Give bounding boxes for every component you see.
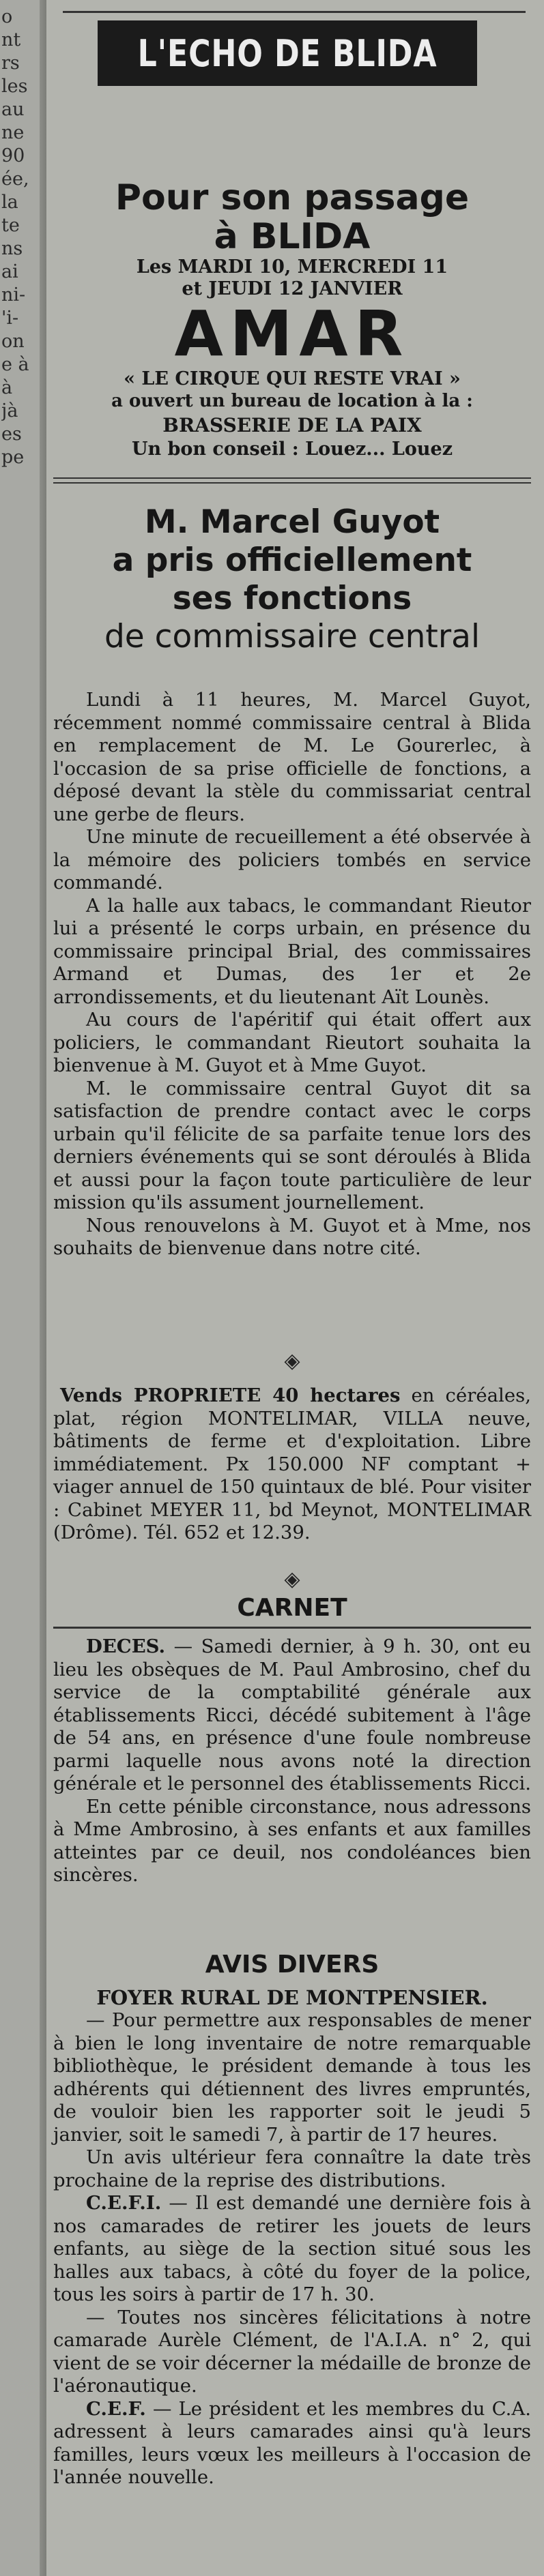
adjacent-column-text: ai [1,261,18,282]
adjacent-column-text: nt [1,29,21,50]
cefi-paragraph: — Toutes nos sincères félicitations à notre camarade Aurèle Clément, de l'A.I.A. n° 2, qui vient de se voir décerner la médaille de bronze de l'aéronautique. [53,2306,531,2397]
adjacent-column-text: rs [1,53,20,74]
cefi-text: — Il est demandé une dernière fois à nos camarades de retirer les jouets de leurs enfants, au siège de la section situé sous les halles aux tabacs, à côté du foyer de la police, tous les soirs à partir de 17 h. 30. [53,2192,531,2305]
foyer-heading: FOYER RURAL DE MONTPENSIER. [96,1986,488,2009]
article-paragraph: Lundi à 11 heures, M. Marcel Guyot, récemment nommé commissaire central à Blida en remplacement de M. Le Gourerlec, à l'occasion de sa prise officielle de fonctions, a déposé devant la stèle du commissariat central une gerbe de fleurs. [53,689,531,825]
adjacent-column-text: e à [1,354,29,375]
separator-diamond-icon: ◈ [284,1349,300,1373]
deces-text: — Samedi dernier, à 9 h. 30, ont eu lieu les obsèques de M. Paul Ambrosino, chef du service de la comptabilité générale aux établissements Ricci, décédé subitement à l'âge de 54 ans, en présence d'une foule nombreuse parmi laquelle nous avons noté la direction générale et le personnel des établissements Ricci. [53,1635,531,1794]
headline-line-2: a pris officiellement [112,542,472,579]
carnet-heading: CARNET [237,1594,347,1622]
classified-lead: Vends PROPRIETE 40 hectares [60,1385,401,1406]
avis-divers-body [53,1986,531,2489]
adjacent-column-text: o [1,6,13,27]
cef-text: — Le président et les membres du C.A. adressent à leurs camarades ainsi qu'à leurs familles, leurs vœux les meilleurs à l'occasion de l'année nouvelle. [53,2397,531,2488]
ad-office: a ouvert un bureau de location à la : [111,391,473,411]
adjacent-column-fragment [0,0,40,2576]
cef-label: C.E.F. [86,2397,146,2420]
carnet-paragraph: En cette pénible circonstance, nous adressons à Mme Ambrosino, à ses enfants et aux familles atteintes par ce deuil, nos condoléances bien sincères. [53,1795,531,1886]
adjacent-column-text: ns [1,238,23,259]
classified-ad [53,1385,531,1545]
adjacent-column-text: la [1,192,18,213]
article-paragraph: A la halle aux tabacs, le commandant Rieutor lui a présenté le corps urbain, en présence du commissaire principal Brial, des commissaires Armand et Dumas, des 1er et 2e arrondissements, et du lieutenant Aït Lounès. [53,894,531,1008]
top-rule [63,11,526,13]
section-rule [53,477,531,484]
adjacent-column-text: te [1,215,20,236]
adjacent-column-text: on [1,331,25,352]
ad-dates-1: Les MARDI 10, MERCREDI 11 [136,256,448,278]
headline-line-3: ses fonctions [172,580,412,617]
adjacent-column-text: au [1,99,25,120]
page-fold-shadow [40,0,46,2576]
deces-label: DECES. [86,1635,166,1657]
headline-line-4: de commissaire central [104,618,481,655]
article-paragraph: Au cours de l'apéritif qui était offert aux policiers, le commandant Rieutort souhaita la bienvenue à M. Guyot et à Mme Guyot. [53,1009,531,1076]
foyer-paragraph: — Pour permettre aux responsables de mener à bien le long inventaire de notre remarquable bibliothèque, le président demande à tous les adhérents qui détiennent des livres empruntés, de vouloir bien les rapporter soit le jeudi 5 janvier, soit le samedi 7, à partir de 17 heures. [53,2009,531,2146]
ad-tagline: « LE CIRQUE QUI RESTE VRAI » [124,368,461,389]
adjacent-column-text: es [1,424,22,445]
adjacent-column-text: les [1,76,28,97]
ad-headline-2: à BLIDA [214,216,371,257]
cirque-ad [53,179,531,460]
article-paragraph: Nous renouvelons à M. Guyot et à Mme, nos souhaits de bienvenue dans notre cité. [53,1214,531,1259]
ad-headline-1: Pour son passage [115,177,470,218]
newspaper-column [46,0,544,2576]
adjacent-column-text: à [1,377,13,398]
headline-line-1: M. Marcel Guyot [144,503,440,541]
adjacent-column-text: pe [1,447,25,468]
masthead: L'ECHO DE BLIDA [98,20,477,86]
ad-advice: Un bon conseil : Louez... Louez [131,439,453,460]
carnet-body [53,1635,531,1887]
adjacent-column-text: jà [1,400,18,421]
adjacent-column-text: ne [1,122,25,143]
adjacent-column-text: 'i- [1,308,19,329]
cefi-label: C.E.F.I. [86,2192,162,2214]
adjacent-column-text: ée, [1,168,29,190]
adjacent-column-text: ni- [1,284,26,306]
adjacent-column-text: 90 [1,145,25,166]
article-paragraph: M. le commissaire central Guyot dit sa satisfaction de prendre contact avec le corps urbain qu'il félicite de sa parfaite tenue lors des derniers événements qui se sont déroulés à Blida et aussi pour la façon toute particulière de leur mission qu'ils assument journellement. [53,1077,531,1213]
carnet-rule [53,1627,531,1629]
ad-venue: BRASSERIE DE LA PAIX [162,414,422,436]
avis-divers-heading: AVIS DIVERS [205,1951,380,1979]
foyer-paragraph: Un avis ultérieur fera connaître la date très prochaine de la reprise des distributions. [53,2146,531,2191]
classified-text: en céréales, plat, région MONTELIMAR, VILLA neuve, bâtiments de ferme et d'exploitation. Libre immédiatement. Px 150.000 NF comptant + viager annuel de 150 quintaux de blé. Pour visiter : Cabinet MEYER 11, bd Meynot, MONTELIMAR (Drôme). Tél. 652 et 12.39. [53,1385,531,1543]
article-body [53,689,531,1260]
ad-circus-name: AMAR [174,297,410,370]
separator-diamond-icon: ◈ [284,1567,300,1591]
ad-dates-2: et JEUDI 12 JANVIER [182,278,403,299]
article-paragraph: Une minute de recueillement a été observée à la mémoire des policiers tombés en service commandé. [53,826,531,893]
article-headline [53,503,531,656]
